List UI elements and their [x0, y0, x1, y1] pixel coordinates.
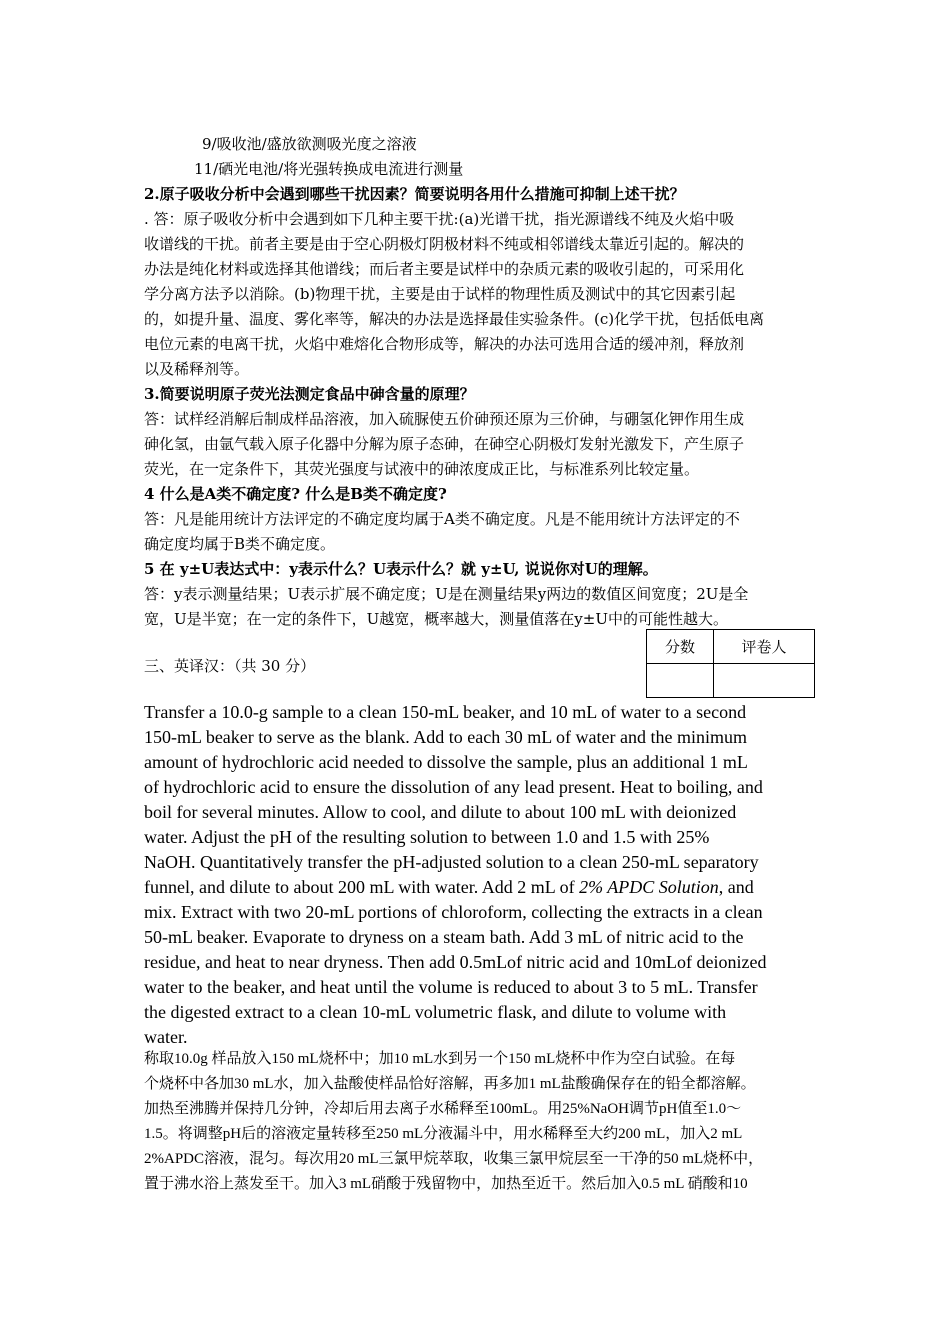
english-line: residue, and heat to near dryness. Then add 0.5mLof nitric acid and 10mLof deionized — [144, 952, 767, 972]
english-text: , and — [718, 877, 754, 897]
answer-2-line: 以及稀释剂等。 — [144, 360, 250, 378]
answer-2-line: 电位元素的电离干扰，火焰中难熔化合物形成等，解决的办法可选用合适的缓冲剂，释放剂 — [144, 335, 745, 353]
section-3-heading: 三、英译汉：（共 30 分） — [144, 657, 316, 675]
english-line: of hydrochloric acid to ensure the dissolution of any lead present. Heat to boiling, and — [144, 777, 763, 797]
answer-2-line: 的，如提升量、温度、雾化率等，解决的办法是选择最佳实验条件。(c)化学干扰，包括低电离 — [144, 310, 765, 328]
english-line: 50-mL beaker. Evaporate to dryness on a steam bath. Add 3 mL of nitric acid to the — [144, 927, 744, 947]
translation-line: 称取10.0g 样品放入150 mL烧杯中；加10 mL水到另一个150 mL烧杯中作为空白试验。在每 — [144, 1051, 736, 1067]
question-5: 5 在 y±U表达式中：y表示什么？U表示什么？就 y±U, 说说你对U的理解。 — [144, 560, 658, 578]
english-line — [144, 876, 754, 898]
answer-4-line: 答：凡是能用统计方法评定的不确定度均属于A类不确定度。凡是不能用统计方法评定的不 — [144, 510, 740, 528]
question-3: 3.简要说明原子荧光法测定食品中砷含量的原理？ — [144, 385, 475, 403]
score-table — [646, 629, 815, 698]
answer-2-line: 收谱线的干扰。前者主要是由于空心阴极灯阴极材料不纯或相邻谱线太靠近引起的。解决的 — [144, 235, 745, 253]
translation-line: 加热至沸腾并保持几分钟，冷却后用去离子水稀释至100mL。用25%NaOH调节pH值至1.0～ — [144, 1101, 742, 1117]
translation-line: 置于沸水浴上蒸发至干。加入3 mL硝酸于残留物中，加热至近干。然后加入0.5 mL 硝酸和10 — [144, 1176, 748, 1192]
english-line: water to the beaker, and heat until the volume is reduced to about 3 to 5 mL. Transfer — [144, 977, 758, 997]
english-line: water. — [144, 1027, 188, 1047]
answer-2-line: 学分离方法予以消除。(b)物理干扰，主要是由于试样的物理性质及测试中的其它因素引起 — [144, 285, 736, 303]
english-line: water. Adjust the pH of the resulting solution to between 1.0 and 1.5 with 25% — [144, 827, 710, 847]
answer-item-11: 11/硒光电池/将光强转换成电流进行测量 — [194, 160, 464, 178]
grader-header: 评卷人 — [714, 630, 815, 664]
answer-3-line: 砷化氢，由氩气载入原子化器中分解为原子态砷，在砷空心阴极灯发射光激发下，产生原子 — [144, 435, 745, 453]
grader-cell[interactable] — [714, 664, 815, 698]
score-cell[interactable] — [647, 664, 714, 698]
english-line: boil for several minutes. Allow to cool, and dilute to about 100 mL with deionized — [144, 802, 737, 822]
english-line: the digested extract to a clean 10-mL volumetric flask, and dilute to volume with — [144, 1002, 727, 1022]
answer-5-line: 答：y表示测量结果；U表示扩展不确定度；U是在测量结果y两边的数值区间宽度；2U是全 — [144, 585, 749, 603]
translation-line: 2%APDC溶液，混匀。每次用20 mL三氯甲烷萃取，收集三氯甲烷层至一干净的50 mL烧杯中， — [144, 1151, 764, 1167]
score-header: 分数 — [647, 630, 714, 664]
question-4: 4 什么是A类不确定度? 什么是B类不确定度? — [144, 485, 447, 503]
answer-4-line: 确定度均属于B类不确定度。 — [144, 535, 336, 553]
answer-2-line: 办法是纯化材料或选择其他谱线；而后者主要是试样中的杂质元素的吸收引起的，可采用化 — [144, 260, 745, 278]
answer-3-line: 答：试样经消解后制成样品溶液，加入硫脲使五价砷预还原为三价砷，与硼氢化钾作用生成 — [144, 410, 745, 428]
english-line: NaOH. Quantitatively transfer the pH-adjusted solution to a clean 250-mL separatory — [144, 852, 759, 872]
answer-5-line: 宽，U是半宽；在一定的条件下，U越宽，概率越大，测量值落在y±U中的可能性越大。 — [144, 610, 728, 628]
english-line: mix. Extract with two 20-mL portions of chloroform, collecting the extracts in a clean — [144, 902, 763, 922]
apdc-solution-term: 2% APDC Solution — [579, 877, 719, 897]
question-2: 2.原子吸收分析中会遇到哪些干扰因素？简要说明各用什么措施可抑制上述干扰？ — [144, 185, 685, 203]
english-text: funnel, and dilute to about 200 mL with water. Add 2 mL of — [144, 877, 580, 897]
translation-line: 个烧杯中各加30 mL水，加入盐酸使样品恰好溶解，再多加1 mL盐酸确保存在的铅全都溶解。 — [144, 1076, 756, 1092]
answer-2-line: . 答：原子吸收分析中会遇到如下几种主要干扰:(a)光谱干扰，指光源谱线不纯及火焰中吸 — [144, 210, 735, 228]
translation-line: 1.5。将调整pH后的溶液定量转移至250 mL分液漏斗中，用水稀释至大约200 mL，加入2 mL — [144, 1126, 743, 1142]
english-line: 150-mL beaker to serve as the blank. Add to each 30 mL of water and the minimum — [144, 727, 747, 747]
answer-item-9: 9/吸收池/盛放欲测吸光度之溶液 — [202, 135, 417, 153]
english-line: amount of hydrochloric acid needed to dissolve the sample, plus an additional 1 mL — [144, 752, 748, 772]
english-line: Transfer a 10.0-g sample to a clean 150-mL beaker, and 10 mL of water to a second — [144, 702, 747, 722]
answer-3-line: 荧光，在一定条件下，其荧光强度与试液中的砷浓度成正比，与标准系列比较定量。 — [144, 460, 700, 478]
